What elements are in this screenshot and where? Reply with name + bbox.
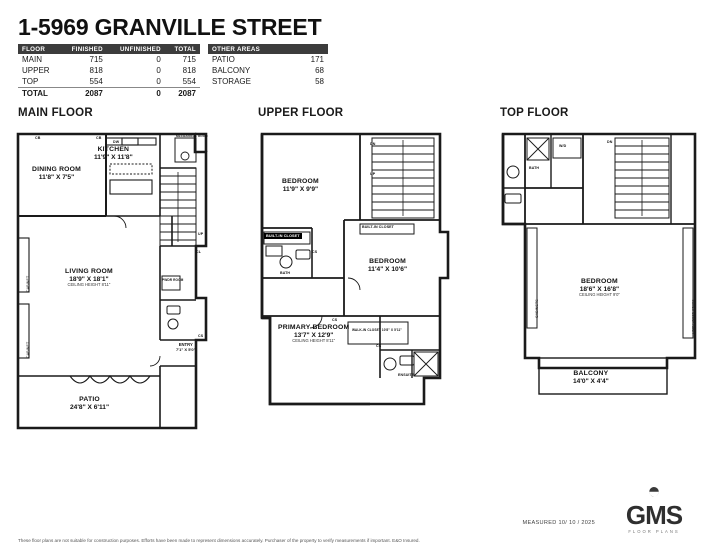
other-areas-header: OTHER AREAS [208, 44, 328, 54]
area-row-total: 715 [182, 55, 196, 64]
room-label-bedroom-2: BEDROOM 11'4" X 10'6" [368, 258, 408, 273]
logo [599, 480, 709, 534]
other-row-label: PATIO [212, 55, 235, 64]
label-cabinets: CABINETS [535, 299, 539, 318]
area-row-finished: 554 [89, 77, 103, 86]
label-pwdr: PWDR ROOM [162, 278, 184, 282]
label-dw: DW [113, 140, 120, 144]
area-col-unfinished: UNFINISHED [107, 44, 165, 54]
floorplan-top [495, 128, 720, 438]
table-row [18, 54, 200, 65]
label-cl: CL [196, 250, 201, 254]
area-row-unfinished: 0 [156, 55, 161, 64]
room-label-primary-bedroom: PRIMARY BEDROOM 13'7" X 12'9" CEILING HEIGHT 8'11" [278, 324, 350, 343]
area-row-total: 818 [182, 66, 196, 75]
area-row-finished: 818 [89, 66, 103, 75]
room-label-living: LIVING ROOM 18'9" X 18'1" CEILING HEIGHT 8'11" [65, 268, 113, 287]
other-areas-table [208, 44, 328, 87]
area-table-header-row [18, 44, 200, 54]
label-up: UP [370, 172, 376, 176]
area-row-finished: 715 [89, 55, 103, 64]
floor-title-main: MAIN FLOOR [18, 107, 93, 119]
area-row-label: MAIN [22, 55, 42, 64]
other-row-value: 68 [315, 66, 324, 75]
area-row-label: UPPER [22, 66, 50, 75]
disclaimer-text: These floor plans are not suitable for construction purposes. Efforts have been made to represent dimensions accurately. Purchaser of the property to verify measurements if important. E&O Insured. [18, 538, 420, 543]
label-up: UP [198, 232, 204, 236]
page-title: 1-5969 GRANVILLE STREET [18, 14, 322, 40]
label-cabinet-2: CABINET [26, 341, 30, 358]
z-mark-icon: ◓ [647, 478, 661, 503]
floorplan-upper-svg [252, 128, 482, 438]
area-table [18, 44, 200, 99]
table-row [208, 54, 328, 65]
label-walkin-closet: WALK-IN CLOSET 10'8" X 5'11" [352, 328, 403, 332]
room-label-dining: DINING ROOM 11'8" X 7'5" [32, 166, 82, 181]
label-cs-2: CS [376, 344, 382, 348]
label-cb-1: CB [35, 136, 41, 140]
room-label-bedroom-1: BEDROOM 11'9" X 9'9" [282, 178, 319, 193]
label-cs: CS [198, 334, 204, 338]
table-row [208, 76, 328, 87]
area-total-total: 2087 [165, 88, 200, 100]
measured-date: MEASURED 10/ 10 / 2025 [522, 520, 595, 526]
area-col-finished: FINISHED [60, 44, 107, 54]
area-col-total: TOTAL [165, 44, 200, 54]
other-row-label: BALCONY [212, 66, 251, 75]
label-ensuite: ENSUITE [398, 373, 415, 377]
room-label-balcony: BALCONY 14'0" X 4'4" [573, 370, 609, 385]
label-mechanical: MECHANICAL ROOM [176, 134, 208, 138]
area-row-unfinished: 0 [156, 66, 161, 75]
label-dn: DN [370, 142, 376, 146]
label-builtin-closet-1: BUILT-IN CLOSET [266, 234, 300, 238]
label-bath: BATH [280, 271, 291, 275]
area-total-unfinished: 0 [107, 88, 165, 100]
logo-name: GMS [625, 500, 683, 530]
room-label-top-bedroom: BEDROOM 18'6" X 16'8" CEILING HEIGHT 9'0" [579, 278, 620, 297]
area-total-label: TOTAL [18, 88, 60, 100]
area-row-total: 554 [182, 77, 196, 86]
floor-title-top: TOP FLOOR [500, 107, 569, 119]
other-row-value: 58 [315, 77, 324, 86]
label-cb-2: CB [96, 136, 102, 140]
room-label-kitchen: KITCHEN 11'9" X 11'8" [94, 146, 133, 161]
label-linen-under-stairs: LINEN UNDER STAIRS [691, 299, 695, 334]
table-row [208, 65, 328, 76]
room-label-patio: PATIO 24'8" X 6'11" [70, 396, 110, 411]
other-row-label: STORAGE [212, 77, 251, 86]
label-wd: W/D [559, 144, 567, 148]
label-cs-1: CS [312, 250, 318, 254]
label-cabinet-1: CABINET [26, 275, 30, 292]
table-row [18, 76, 200, 88]
area-total-finished: 2087 [60, 88, 107, 100]
label-dn-top: DN [607, 140, 613, 144]
area-col-floor: FLOOR [18, 44, 60, 54]
floorplan-upper [252, 128, 482, 438]
area-row-label: TOP [22, 77, 39, 86]
floor-title-upper: UPPER FLOOR [258, 107, 344, 119]
table-row-total [18, 88, 200, 100]
room-label-entry: ENTRY 7'1" X 5'0" [176, 342, 196, 352]
table-row [18, 65, 200, 76]
other-row-value: 171 [310, 55, 324, 64]
area-row-unfinished: 0 [156, 77, 161, 86]
label-builtin-closet-2: BUILT-IN CLOSET [362, 225, 394, 229]
label-bath-top: BATH [529, 166, 540, 170]
label-cs-3: CS [332, 318, 338, 322]
floorplan-main [10, 128, 240, 438]
logo-subtitle: FLOOR PLANS [628, 529, 680, 534]
